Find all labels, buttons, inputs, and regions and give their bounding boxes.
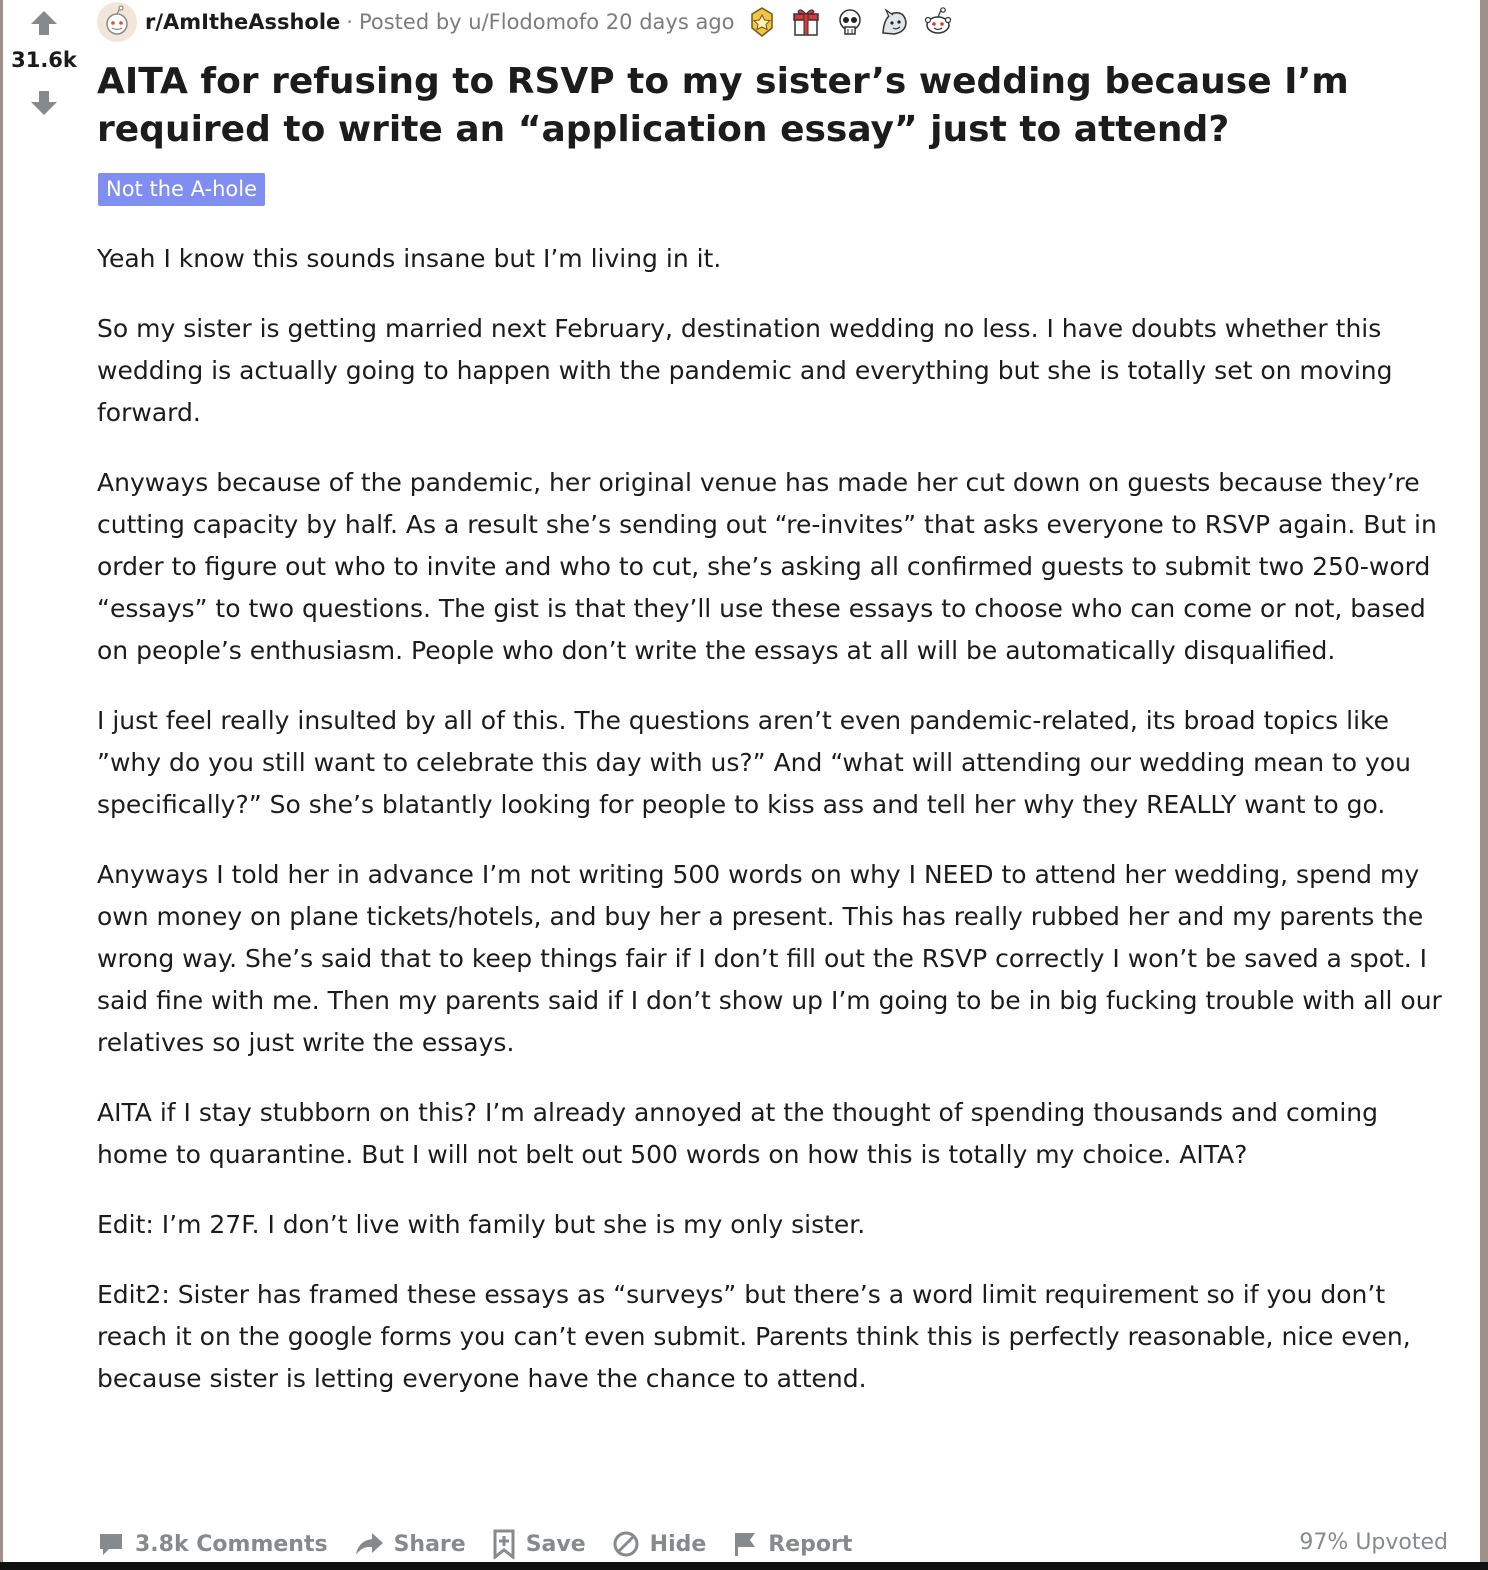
downvote-icon[interactable] — [29, 88, 59, 118]
post-title[interactable]: AITA for refusing to RSVP to my sister’s wedding because I’m required to write an “application essay” just to attend? — [97, 61, 1349, 150]
meta-separator: · — [346, 10, 353, 34]
doge-award-icon[interactable] — [877, 5, 911, 39]
hide-label: Hide — [649, 1531, 707, 1557]
post-meta — [97, 2, 955, 42]
body-paragraph: Anyways because of the pandemic, her original venue has made her cut down on guests because they’re cutting capacity by half. As a result she’s sending out “re-invites” that asks everyone to RSVP again. But in order to figure out who to invite and who to cut, she’s asking all confirmed guests to submit two 250-word “essays” to two questions. The gist is that they’ll use these essays to choose who can come or not, based on people’s enthusiasm. People who don’t write the essays at all will be automatically disqualified. — [97, 468, 1437, 665]
body-paragraph: Yeah I know this sounds insane but I’m living in it. — [97, 244, 722, 273]
post-action-bar — [97, 1522, 878, 1566]
vote-column — [3, 0, 79, 130]
helpful-award-icon[interactable] — [745, 5, 779, 39]
body-paragraph: Edit: I’m 27F. I don’t live with family but she is my only sister. — [97, 1210, 866, 1239]
save-button[interactable] — [492, 1529, 586, 1559]
gift-award-icon[interactable] — [789, 5, 823, 39]
vote-score: 31.6k — [11, 48, 77, 72]
skull-award-icon[interactable] — [833, 5, 867, 39]
body-paragraph: Edit2: Sister has framed these essays as “surveys” but there’s a word limit requirement so if you don’t reach it on the google forms you can’t even submit. Parents think this is perfectly reasonable, nice even, because sister is letting everyone have the chance to attend. — [97, 1280, 1411, 1393]
body-paragraph: AITA if I stay stubborn on this? I’m already annoyed at the thought of spending thousands and coming home to quarantine. But I will not belt out 500 words on how this is totally my choice. AITA? — [97, 1098, 1379, 1169]
share-icon — [354, 1530, 384, 1558]
save-label: Save — [525, 1531, 586, 1557]
flag-icon — [732, 1530, 758, 1558]
bookmark-icon — [492, 1529, 516, 1559]
upvote-ratio: 97% Upvoted — [1299, 1530, 1448, 1555]
report-label: Report — [768, 1531, 853, 1557]
post-body — [97, 238, 1447, 1428]
share-label: Share — [393, 1531, 466, 1557]
window-frame-left — [0, 0, 3, 1570]
body-paragraph: Anyways I told her in advance I’m not writing 500 words on why I NEED to attend her wedding, spend my own money on plane tickets/hotels, and buy her a present. This has really rubbed her and my parents the wrong way. She’s said that to keep things fair if I don’t fill out the RSVP correctly I won’t be saved a spot. I said fine with me. Then my parents said if I don’t show up I’m going to be in big fucking trouble with all our relatives so just write the essays. — [97, 860, 1442, 1057]
window-frame-right — [1480, 0, 1488, 1570]
post-flair[interactable]: Not the A-hole — [98, 173, 265, 206]
comments-button[interactable] — [97, 1530, 328, 1558]
share-button[interactable] — [354, 1530, 466, 1558]
comments-label: 3.8k Comments — [135, 1531, 328, 1557]
subreddit-avatar[interactable] — [97, 2, 137, 42]
posted-by: Posted by u/Flodomofo 20 days ago — [358, 10, 735, 34]
hide-icon — [612, 1530, 640, 1558]
upvote-icon[interactable] — [29, 8, 59, 38]
body-paragraph: I just feel really insulted by all of this. The questions aren’t even pandemic-related, its broad topics like ”why do you still want to celebrate this day with us?” And “what will attending our wedding mean to you specifically?” So she’s blatantly looking for people to kiss ass and tell her why they REALLY want to go. — [97, 706, 1411, 819]
subreddit-link[interactable]: r/AmItheAsshole — [145, 10, 341, 34]
hide-button[interactable] — [612, 1530, 707, 1558]
snoo-award-icon[interactable] — [921, 5, 955, 39]
report-button[interactable] — [732, 1530, 852, 1558]
body-paragraph: So my sister is getting married next February, destination wedding no less. I have doubts whether this wedding is actually going to happen with the pandemic and everything but she is totally set on moving forward. — [97, 314, 1393, 427]
comment-icon — [97, 1530, 125, 1558]
